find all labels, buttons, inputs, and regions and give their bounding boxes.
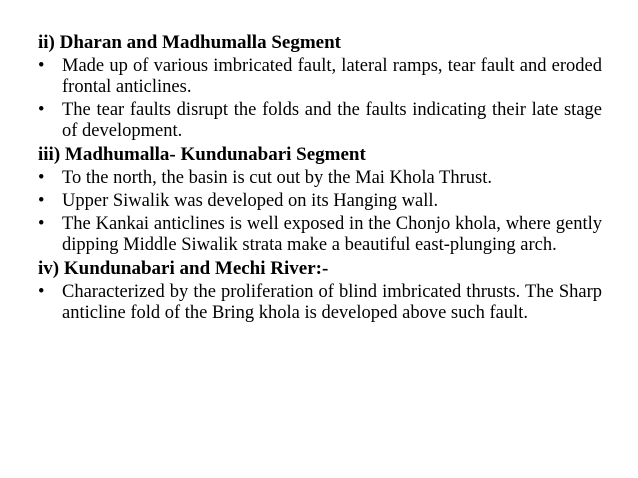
bullet-item (38, 168, 602, 189)
bullet-item (38, 214, 602, 256)
bullet-dot-icon: • (38, 168, 45, 188)
bullet-item (38, 100, 602, 142)
section-heading: iii) Madhumalla- Kundunabari Segment (38, 144, 366, 165)
bullet-item (38, 282, 602, 324)
bullet-text: The tear faults disrupt the folds and the faults indicating their late stage of development. (62, 100, 602, 141)
section-dharan-madhumalla (38, 32, 602, 142)
section-heading: ii) Dharan and Madhumalla Segment (38, 32, 341, 53)
bullet-text: Made up of various imbricated fault, lateral ramps, tear fault and eroded frontal anticlines. (62, 56, 602, 97)
bullet-text: Upper Siwalik was developed on its Hanging wall. (62, 191, 439, 211)
bullet-dot-icon: • (38, 214, 45, 234)
section-heading: iv) Kundunabari and Mechi River:- (38, 258, 329, 279)
bullet-dot-icon: • (38, 191, 45, 211)
bullet-text: To the north, the basin is cut out by the Mai Khola Thrust. (62, 168, 492, 188)
section-kundunabari-mechi (38, 258, 602, 324)
bullet-dot-icon: • (38, 100, 45, 120)
section-madhumalla-kundunabari (38, 144, 602, 256)
bullet-text: Characterized by the proliferation of blind imbricated thrusts. The Sharp anticline fold of the Bring khola is developed above such fault. (62, 282, 602, 323)
bullet-dot-icon: • (38, 282, 45, 302)
slide-content (38, 32, 602, 326)
bullet-item (38, 191, 602, 212)
bullet-text: The Kankai anticlines is well exposed in the Chonjo khola, where gently dipping Middle Siwalik strata make a beautiful east-plunging arch. (62, 214, 602, 255)
bullet-item (38, 56, 602, 98)
bullet-dot-icon: • (38, 56, 45, 76)
